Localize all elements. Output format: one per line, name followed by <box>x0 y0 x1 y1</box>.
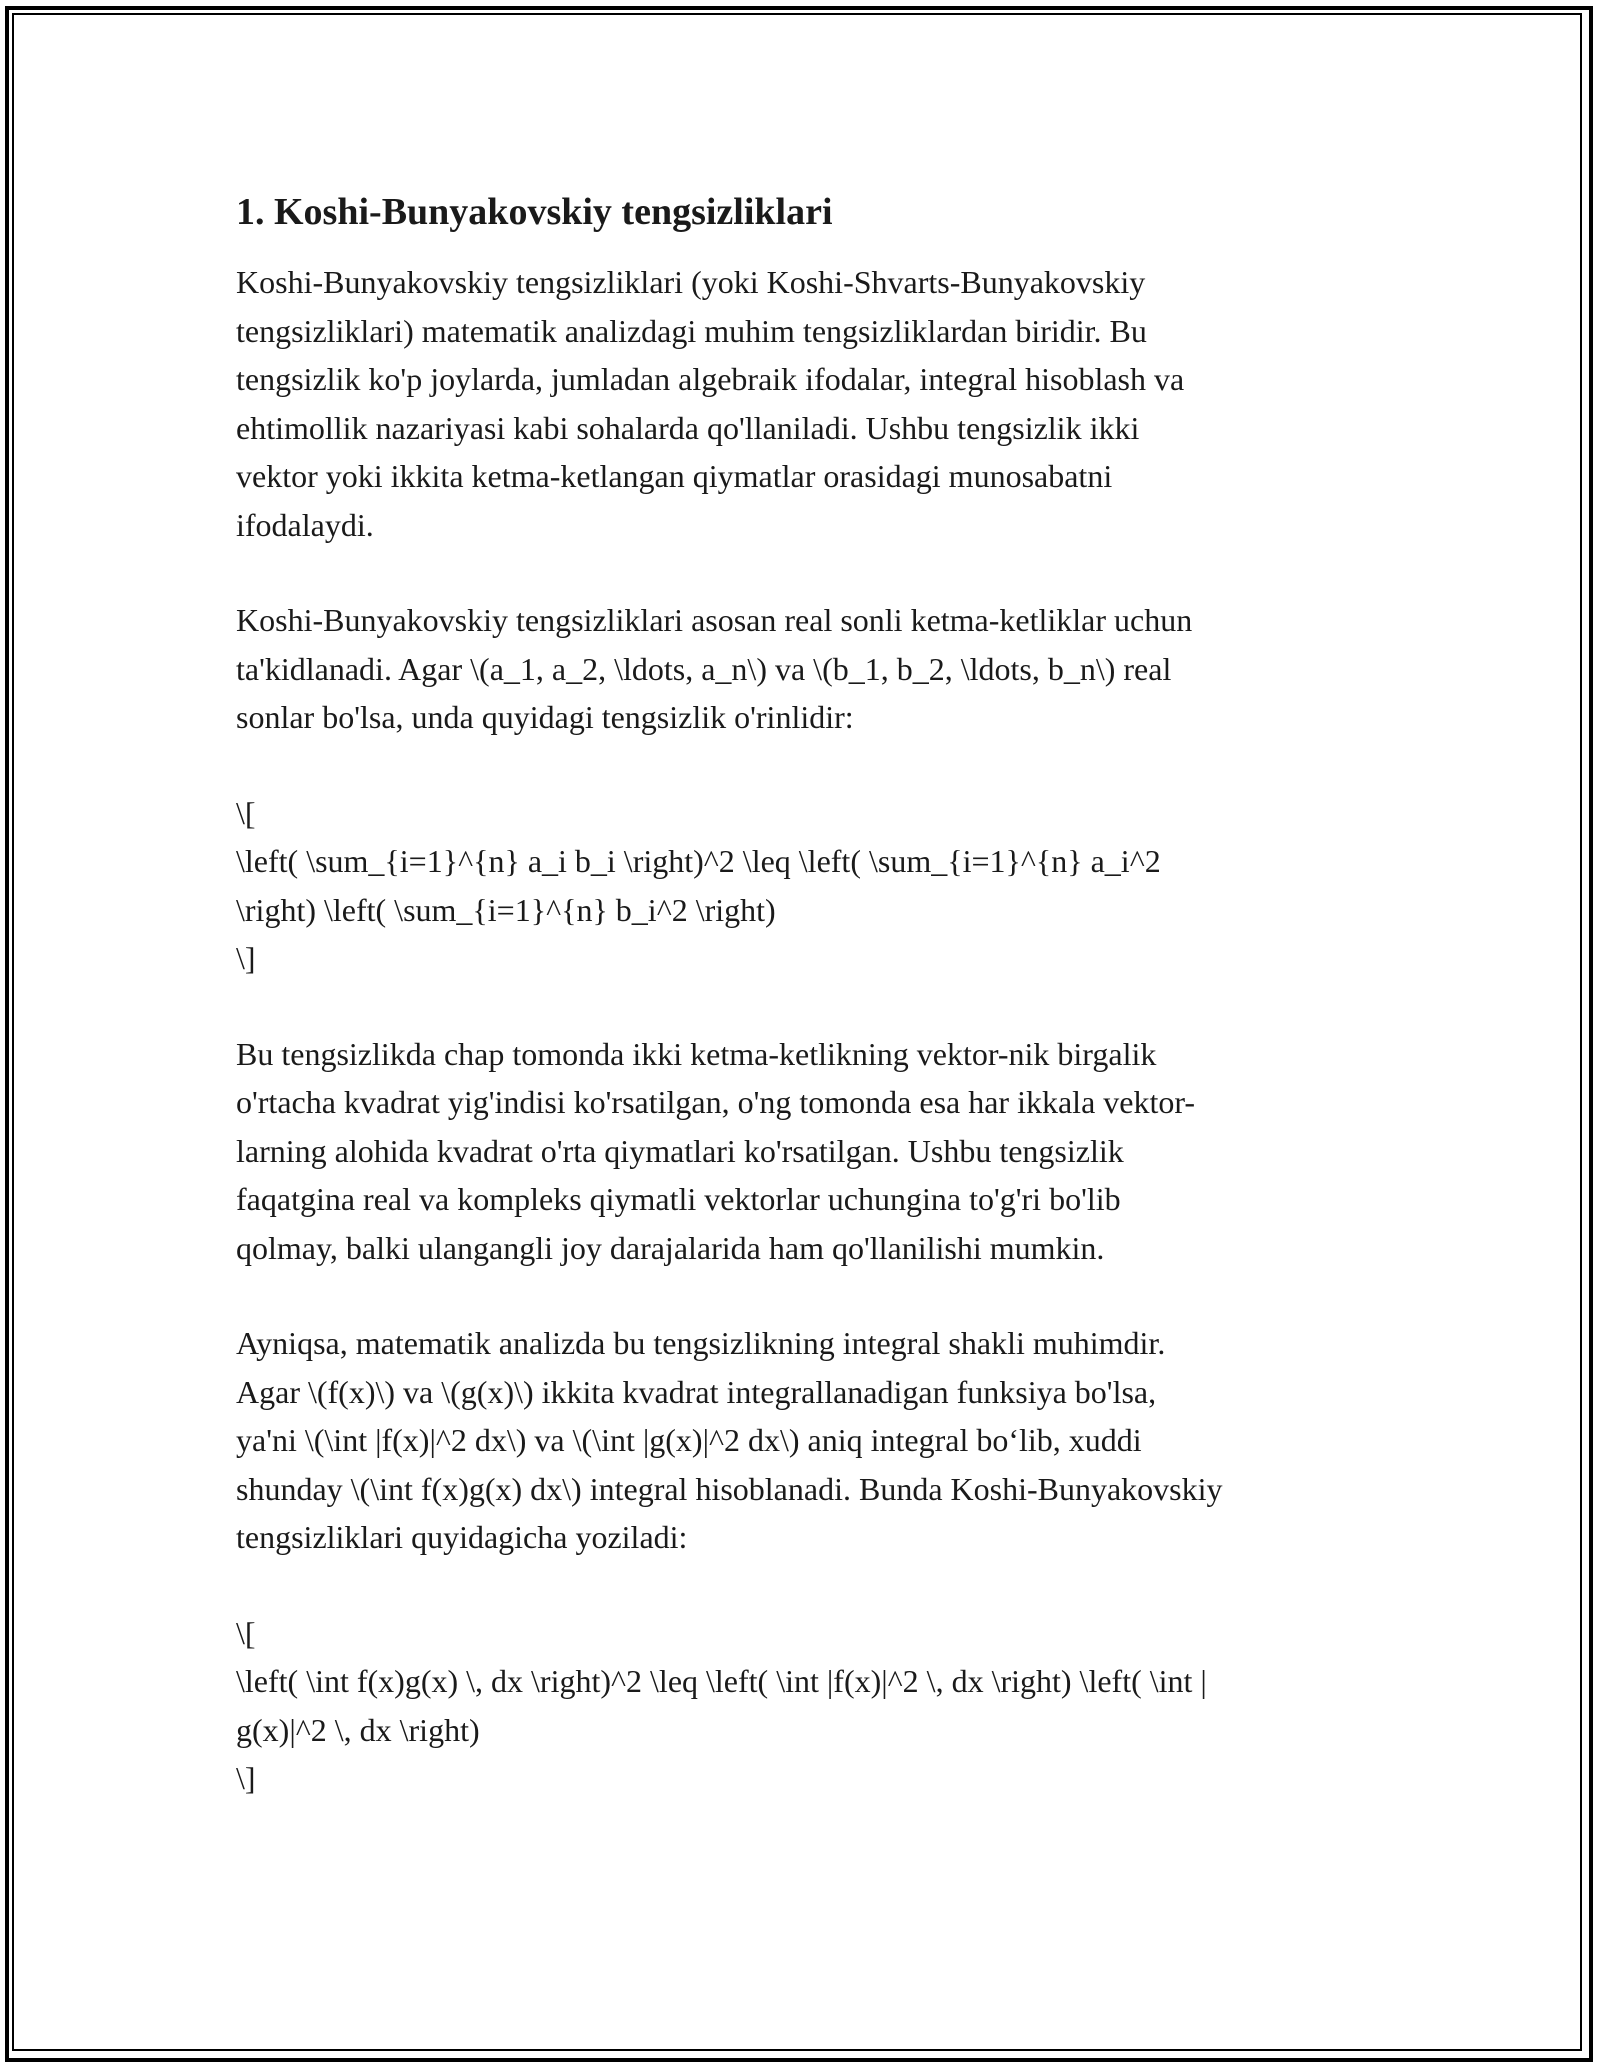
paragraph-explanation: Bu tengsizlikda chap tomonda ikki ketma-ketlikning vektor-nik birgalik o'rtacha kvadrat yig'indisi ko'rsatilgan, o'ng tomonda esa har ikkala vektor- larning alohida kvadrat o'rta qiymatlari ko'rsatilgan. Ushbu tengsizlik faqatgina real va kompleks qiymatli vektorlar uchungina to'g'ri bo'lib qolmay, balki ulangangli joy darajalarida ham qo'llanilishi mumkin. <box>236 1035 1196 1266</box>
paragraph-integral-form: Ayniqsa, matematik analizda bu tengsizlikning integral shakli muhimdir. Agar \(f(x)\) va \(g(x)\) ikkita kvadrat integrallanadigan funksiya bo'lsa, ya'ni \(\int |f(x)|^2 dx\) va \(\int |g(x)|^2 dx\) aniq integral bo‘lib, xuddi shunday \(\int f(x)g(x) dx\) integral hisoblanadi. Bunda Koshi-Bunyakovskiy tengsizliklari quyidagicha yoziladi: <box>236 1325 1223 1555</box>
document-page <box>236 188 1376 1850</box>
formula-sum-inequality: \[ \left( \sum_{i=1}^{n} a_i b_i \right)^2 \leq \left( \sum_{i=1}^{n} a_i^2 \right) \left( \sum_{i=1}^{n} b_i^2 \right) \] <box>236 794 1161 976</box>
paragraph-sequences: Koshi-Bunyakovskiy tengsizliklari asosan real sonli ketma-ketliklar uchun ta'kidlanadi. Agar \(a_1, a_2, \ldots, a_n\) va \(b_1, b_2, \ldots, b_n\) real sonlar bo'lsa, unda quyidagi tengsizlik o'rinlidir: <box>236 602 1193 735</box>
paragraph-intro: Koshi-Bunyakovskiy tengsizliklari (yoki Koshi-Shvarts-Bunyakovskiy tengsizliklari) matematik analizdagi muhim tengsizliklardan biridir. Bu tengsizlik ko'p joylarda, jumladan algebraik ifodalar, integral hisoblash va ehtimollik nazariyasi kabi sohalarda qo'llaniladi. Ushbu tengsizlik ikki vektor yoki ikkita ketma-ketlangan qiymatlar orasidagi munosabatni ifodalaydi. <box>236 264 1185 543</box>
formula-integral-inequality: \[ \left( \int f(x)g(x) \, dx \right)^2 \leq \left( \int |f(x)|^2 \, dx \right) \left( \int | g(x)|^2 \, dx \right) \] <box>236 1614 1207 1796</box>
section-title: 1. Koshi-Bunyakovskiy tengsizliklari <box>236 191 833 233</box>
